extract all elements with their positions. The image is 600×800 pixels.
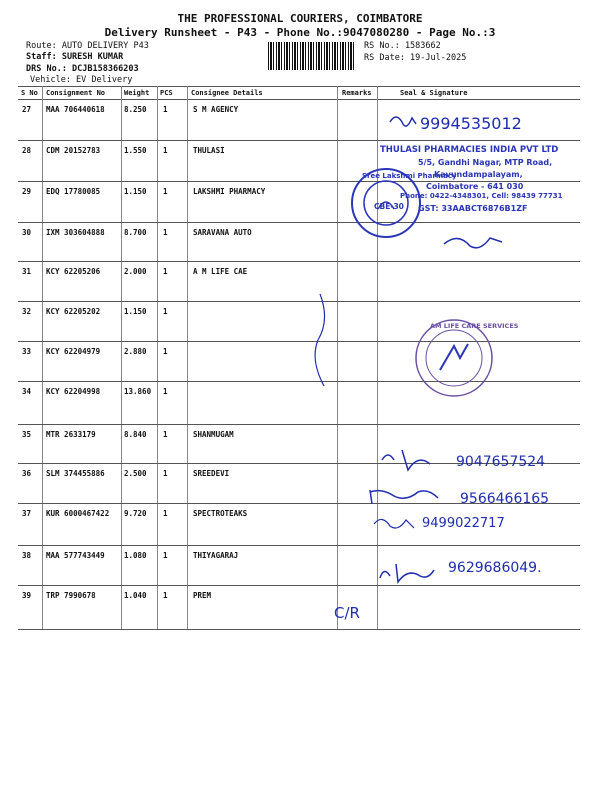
cell-pcs: 1 <box>163 591 168 600</box>
cell-weight: 13.860 <box>124 387 152 396</box>
staff-label: Staff: SURESH KUMAR <box>26 52 124 62</box>
cell-consignee: THULASI <box>193 146 225 155</box>
signature-36 <box>378 444 448 474</box>
cell-pcs: 1 <box>163 509 168 518</box>
cell-consignee: SREEDEVI <box>193 469 230 478</box>
cell-consignee: S M AGENCY <box>193 105 239 114</box>
company-title: THE PROFESSIONAL COURIERS, COIMBATORE <box>177 12 423 25</box>
row-divider <box>18 222 580 223</box>
cell-weight: 2.880 <box>124 347 147 356</box>
cell-consignment: IXM 303604888 <box>46 228 105 237</box>
cell-sno: 34 <box>22 387 32 396</box>
cell-sno: 29 <box>22 187 32 196</box>
rs-date: RS Date: 19-Jul-2025 <box>364 53 467 63</box>
handwritten-phone-38: 9629686049. <box>448 560 542 576</box>
cell-pcs: 1 <box>163 146 168 155</box>
cell-pcs: 1 <box>163 228 168 237</box>
cell-consignee: PREM <box>193 591 212 600</box>
cell-consignment: MAA 577743449 <box>46 551 105 560</box>
cell-consignee: SHANMUGAM <box>193 430 234 439</box>
lakshmi-seal-name: Sree Lakshmi Pharmacy <box>362 172 457 180</box>
row-divider <box>18 424 580 425</box>
cell-weight: 1.080 <box>124 551 147 560</box>
cell-weight: 2.500 <box>124 469 147 478</box>
route-label: Route: AUTO DELIVERY P43 <box>26 41 149 51</box>
cell-sno: 35 <box>22 430 32 439</box>
handwritten-phone-37b: 9499022717 <box>422 516 505 531</box>
col-consignment: Consignment No <box>46 89 106 97</box>
cell-pcs: 1 <box>163 267 168 276</box>
cell-pcs: 1 <box>163 105 168 114</box>
handwritten-phone-27: 9994535012 <box>420 114 522 133</box>
lakshmi-seal-city: CBE-30 <box>374 202 404 211</box>
barcode <box>268 42 354 70</box>
signature-38 <box>376 558 440 586</box>
cell-weight: 8.840 <box>124 430 147 439</box>
handwritten-phone-36: 9047657524 <box>456 454 546 470</box>
cell-consignee: THIYAGARAJ <box>193 551 239 560</box>
cell-sno: 27 <box>22 105 32 114</box>
cell-consignee: SPECTROTEAKS <box>193 509 248 518</box>
cell-sno: 39 <box>22 591 32 600</box>
cell-consignment: EDQ 17780085 <box>46 187 101 196</box>
cell-weight: 1.150 <box>124 307 147 316</box>
handwritten-phone-37a: 9566466165 <box>460 491 550 507</box>
cell-consignment: KCY 62205206 <box>46 267 101 276</box>
cell-sno: 31 <box>22 267 32 276</box>
am-life-care-seal <box>410 318 500 398</box>
cell-sno: 37 <box>22 509 32 518</box>
row-divider <box>18 585 580 586</box>
cell-consignment: MAA 706440618 <box>46 105 105 114</box>
col-sno: S No <box>21 89 38 97</box>
cell-sno: 38 <box>22 551 32 560</box>
cell-sno: 32 <box>22 307 32 316</box>
bracket-mark <box>306 290 336 390</box>
cell-pcs: 1 <box>163 307 168 316</box>
cell-consignment: KUR 6000467422 <box>46 509 110 518</box>
cell-consignee: LAKSHMI PHARMACY <box>193 187 266 196</box>
row-divider <box>18 261 580 262</box>
row-divider <box>18 140 580 141</box>
cell-weight: 9.720 <box>124 509 147 518</box>
remark-39: C/R <box>334 604 360 622</box>
col-seal-signature: Seal & Signature <box>400 89 468 97</box>
am-life-seal-text: AM LIFE CARE SERVICES <box>430 322 519 330</box>
signature-27 <box>386 110 420 134</box>
col-weight: Weight <box>124 89 150 97</box>
cell-pcs: 1 <box>163 187 168 196</box>
cell-weight: 1.150 <box>124 187 147 196</box>
cell-consignment: MTR 2633179 <box>46 430 96 439</box>
cell-pcs: 1 <box>163 347 168 356</box>
cell-pcs: 1 <box>163 551 168 560</box>
cell-consignment: KCY 62205202 <box>46 307 101 316</box>
cell-weight: 8.250 <box>124 105 147 114</box>
cell-pcs: 1 <box>163 430 168 439</box>
col-consignee: Consignee Details <box>191 89 263 97</box>
row-divider <box>18 301 580 302</box>
signature-37a <box>366 484 446 508</box>
cell-consignment: SLM 374455886 <box>46 469 105 478</box>
cell-sno: 33 <box>22 347 32 356</box>
signature-37b <box>370 512 420 534</box>
cell-consignment: CDM 20152783 <box>46 146 101 155</box>
col-remarks: Remarks <box>342 89 372 97</box>
vehicle-label: Vehicle: EV Delivery <box>30 75 133 85</box>
cell-sno: 36 <box>22 469 32 478</box>
cell-pcs: 1 <box>163 387 168 396</box>
cell-pcs: 1 <box>163 469 168 478</box>
cell-consignment: TRP 7990678 <box>46 591 96 600</box>
cell-consignment: KCY 62204998 <box>46 387 101 396</box>
cell-consignee: SARAVANA AUTO <box>193 228 252 237</box>
cell-sno: 28 <box>22 146 32 155</box>
cell-weight: 8.700 <box>124 228 147 237</box>
row-divider <box>18 545 580 546</box>
cell-sno: 30 <box>22 228 32 237</box>
col-pcs: PCS <box>160 89 173 97</box>
cell-consignment: KCY 62204979 <box>46 347 101 356</box>
cell-weight: 1.040 <box>124 591 147 600</box>
runsheet-subtitle: Delivery Runsheet - P43 - Phone No.:9047080280 - Page No.:3 <box>104 26 496 39</box>
cell-weight: 1.550 <box>124 146 147 155</box>
row-divider <box>18 629 580 630</box>
cell-weight: 2.000 <box>124 267 147 276</box>
drs-label: DRS No.: DCJB158366203 <box>26 64 139 74</box>
cell-consignee: A M LIFE CAE <box>193 267 248 276</box>
rs-number: RS No.: 1583662 <box>364 41 441 51</box>
signature-30 <box>440 228 510 254</box>
